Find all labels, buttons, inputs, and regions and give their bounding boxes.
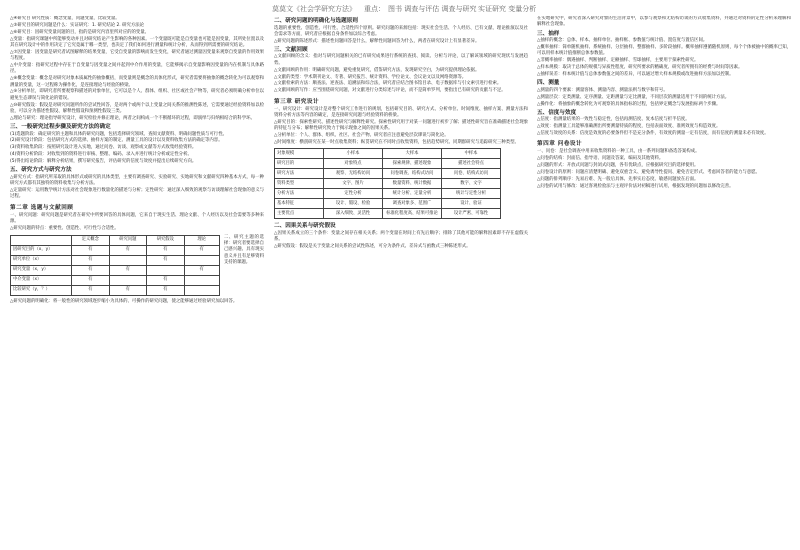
table-cell: 有: [109, 285, 147, 295]
section-heading: 五、研究方式与研究方法: [10, 167, 72, 174]
paragraph: △⑧概念变量：概念是对研究对象本质属性的抽象概括，而变量则是概念的具体化形式，研究者需要将抽象的概念转化为可以观察和测量的变量，这一过程称为操作化，是连接理论与经验的桥梁。: [10, 76, 264, 88]
paragraph: △中介变量：指研究过程中存在于自变量与因变量之间并起到中介作用的变量，它能够揭示自变量影响因变量的内在机制与具体路径。: [10, 63, 264, 75]
paragraph: △分析单位：个人、群体、组织、社区、社会产物。研究者应注意避免层次谬误与简化论。: [274, 133, 449, 139]
table-header-cell: 定义概念: [72, 235, 110, 245]
header-terms: 图书 调查与评估 调查与研究: [388, 5, 477, 13]
paragraph: △抽样误差：样本统计值与总体参数值之间的差异，可以通过增大样本规模或改进抽样方法加以控制。: [537, 71, 734, 77]
table-cell: 小样本: [324, 149, 383, 159]
paragraph: △研究目的：探索性研究、描述性研究与解释性研究。探索性研究用于对某一问题进行初步了解；描述性研究旨在准确描述社会现象的特征与分布；解释性研究致力于揭示现象之间的因果关系。: [274, 119, 528, 132]
table-cell: 有: [72, 265, 110, 275]
table-cell: 设计、假设、检验: [324, 199, 383, 209]
paragraph: △⑤研究目的研究问题是什么：实证研究：1. 研究结论 2. 研究方法论: [10, 22, 145, 28]
table-header-cell: 研究假设: [147, 235, 185, 245]
paragraph: △研究假设：假设是关于变量之间关系的尝试性陈述，可分为条件式、差异式与函数式三种陈述形式。: [274, 243, 471, 249]
paragraph: △研究问题的明确化：将一般性的研究领域逐步缩小为具体的、可操作的研究问题，使之能够通过经验研究加以回答。: [10, 298, 238, 304]
table-row: [275, 149, 501, 159]
table-row: [11, 265, 220, 275]
paragraph: △信度与效度的关系：信度是效度的必要条件但不是充分条件，有效度的测量一定有信度，而有信度的测量未必有效度。: [537, 131, 769, 137]
table-cell: 探索规律、描述现象: [383, 159, 442, 169]
paragraph: △研究问题的陈述形式：描述性问题回答是什么，解释性问题回答为什么，两者在研究设计上有显著差异。: [274, 38, 480, 44]
paragraph: 在实地研究中，研究者深入研究对象的生活背景中，以参与观察和无结构访谈的方式收集资料，并通过对资料的定性分析来理解和解释社会现象。: [537, 16, 791, 28]
paragraph: 一、问卷：是社会调查中用来收集资料的一种工具，由一系列问题和备选答案构成。: [537, 149, 700, 155]
table-cell: 标准化程度高、结果可推论: [383, 209, 442, 219]
paragraph: △⑦因变量：因变量是研究者试图解释的结果变量，它受自变量的影响而发生变化，研究者通过测量因变量来观察自变量的作用效果与程度。: [10, 49, 264, 62]
table-cell: 主要优点: [275, 209, 324, 219]
table-header-row: [11, 235, 220, 245]
paragraph: (3)资料收集阶段：按照研究设计进入实地，通过问卷、访谈、观察或文献等方式收集经验资料。: [10, 145, 197, 151]
paragraph: △效度：指测量工具能够准确测出所要测量特质的程度，包括表面效度、准则效度与构造效度。: [537, 124, 721, 130]
table-cell: 比较研究（y，？）: [11, 285, 72, 295]
table-cell: 有: [72, 255, 110, 265]
table-cell: 资料类型: [275, 179, 324, 189]
table-cell: 统计与定性分析: [442, 189, 501, 199]
table-row: [275, 159, 501, 169]
paragraph: △理论与研究：理论指导研究设计，研究检验并修正理论，两者之间构成一个不断循环的过程，即演绎与归纳相结合的科学环。: [10, 115, 255, 121]
section-heading: 三、一般研究过程步骤及研究方法的确定: [10, 124, 111, 131]
table-cell: 基本特征: [275, 199, 324, 209]
header-title: 莫莫文《社会学研究方法》: [272, 5, 356, 13]
table-cell: 描述社会特点: [442, 159, 501, 169]
page-header: [0, 3, 800, 15]
table-cell: 问卷调查、结构式访问: [383, 169, 442, 179]
header-tail: 实证研究 变量分析: [478, 5, 537, 13]
table-row: [11, 285, 220, 295]
table-cell: [184, 285, 219, 295]
table-cell: 有: [72, 285, 110, 295]
table-cell: 有: [147, 285, 185, 295]
section-heading: 第二章 选题与文献回顾: [10, 204, 74, 211]
table-cell: 有: [184, 265, 219, 275]
table-cell: [109, 255, 147, 265]
table-cell: 研究单位（x）: [11, 255, 72, 265]
section-heading: 四、测量: [537, 80, 560, 87]
table-cell: 观察、无结构访问: [324, 169, 383, 179]
paragraph: △抽样的概念：总体、样本、抽样单位、抽样框、参数值与统计值、置信度与置信区间。: [537, 38, 708, 44]
table-cell: 有: [147, 255, 185, 265]
paragraph: △非概率抽样：偶遇抽样、判断抽样、定额抽样、雪球抽样，主要用于探索性研究。: [537, 58, 699, 64]
paragraph: △问卷的结构：封面信、指导语、问题及答案、编码及其他资料。: [537, 156, 664, 162]
table-row: [275, 169, 501, 179]
section-heading: 五、信度与效度: [537, 109, 577, 116]
paragraph: △问卷的试用与修改：通过客观检验法与主观评价法对初稿进行试用，根据发现的问题加以修改完善。: [537, 183, 734, 189]
paragraph: △文献回顾的作用：明确研究问题，避免重复研究，借鉴研究方法，发现研究空白，为研究提供理论依据。: [274, 67, 480, 73]
column-2: [274, 16, 528, 546]
table-cell: 对象规模: [275, 149, 324, 159]
paragraph: △问卷设计的原则：问题应清楚明确、避免双重含义、避免诱导性提问、避免否定形式、考虑回答者的能力与意愿。: [537, 170, 760, 176]
table-cell: 设计严密、可靠性: [442, 209, 501, 219]
paragraph: △信度：指测量结果的一致性与稳定性，包括再测信度、复本信度与折半信度。: [537, 117, 690, 123]
table-cell: 深入细致、灵活性: [324, 209, 383, 219]
paragraph: △操作化：将抽象的概念转化为可观察的具体指标的过程，包括界定概念与发展指标两个步骤。: [537, 101, 721, 107]
table-cell: 有: [147, 275, 185, 285]
paragraph: △测量的四个要素：测量客体、测量内容、测量法则与数字和符号。: [537, 87, 668, 93]
paragraph: △研究方式：指研究所采取的具体形式或研究的具体类型，主要有调查研究、实验研究、实地研究和文献研究四种基本方式，每一种研究方式都有其独特的资料收集与分析方法。: [10, 174, 264, 187]
table-cell: 中样本: [442, 149, 501, 159]
table-cell: [147, 265, 185, 275]
section-heading: 三、文献回顾: [274, 46, 308, 53]
table-cell: 有: [72, 275, 110, 285]
paragraph: △概率抽样：简单随机抽样、系统抽样、分层抽样、整群抽样、多阶段抽样。概率抽样遵循随机原则，每个个体被抽中的概率已知，可以用样本统计值推断总体参数值。: [537, 44, 791, 57]
table-cell: 研究方法: [275, 169, 324, 179]
table-cell: 数量资料、统计数据: [383, 179, 442, 189]
section-heading: 二、因果关系与研究假设: [274, 223, 336, 230]
table-cell: 有: [147, 245, 185, 255]
header-topics: 重点：: [364, 5, 385, 13]
table-cell: 统计分析、定量分析: [383, 189, 442, 199]
section-heading: 三、抽样: [537, 30, 560, 37]
paragraph: △因果关系成立的三个条件：变量之间存在相关关系；两个变量在时间上有先后顺序；排除了其他可能的解释因素即不存在虚假关系。: [274, 230, 528, 242]
table-cell: 设计、验证: [442, 199, 501, 209]
table-cell: 中介变量（x）: [11, 275, 72, 285]
table-cell: 因研究目的（x，y）: [11, 245, 72, 255]
table-cell: 对象特点: [324, 159, 383, 169]
section-heading: 二、研究问题的明确化与选题原则: [274, 18, 358, 24]
paragraph: △样本规模：取决于总体的规模与异质性程度、研究所要求的精确度、研究者所拥有的经费与时间等因素。: [537, 65, 743, 71]
paragraph: △定量研究：运用数学统计方法对社会现象进行数量化的描述与分析；定性研究：通过深入细致的观察与访谈理解社会现象的意义与过程。: [10, 188, 264, 200]
paragraph: △④研究目 研究性质：概念变量，问题变量，比较变量。: [10, 16, 120, 21]
table-cell: [184, 275, 219, 285]
table-cell: 有: [109, 265, 147, 275]
table-cell: 调查对象多、范围广: [383, 199, 442, 209]
table-header-cell: 研究问题: [109, 235, 147, 245]
paragraph: △⑥研究目：因研究变量问题的目，指的是研究内容里所对应的的变量。: [10, 29, 150, 35]
paragraph: (5)得出结论阶段：解释分析结果，撰写研究报告，评估研究的信度与效度并提出后续研究方向。: [10, 159, 197, 165]
paragraph: △文献检索的方法：顺查法、逆查法、追溯法和综合法，研究者应结合图书馆目录、电子数据库与引文索引进行检索。: [274, 81, 502, 87]
table-cell: 分析方法: [275, 189, 324, 199]
section-heading: 第四章 问卷设计: [537, 141, 583, 148]
table-row: [275, 189, 501, 199]
table-cell: 文字、图片: [324, 179, 383, 189]
paragraph: 一、研究设计：研究设计是对整个研究工作进行的规划，包括研究目的、研究方式、分析单位、时间维度、抽样方案、测量方法和资料分析方法等内容的确定，是连接研究问题与经验资料的桥梁。: [274, 106, 528, 118]
column-1: [10, 16, 264, 546]
paragraph: △文献回顾的含义：指对与研究问题相关的已有研究成果进行系统的查找、阅读、分析与评论，以了解该领域的研究现状与发展趋势。: [274, 54, 528, 66]
section-heading: 第三章 研究设计: [274, 98, 320, 105]
paragraph: △时间维度：横剖研究在某一时点收集资料；纵贯研究在不同时点收集资料，包括趋势研究、同期群研究与追踪研究三种类型。: [274, 139, 519, 145]
table-header-cell: 理论: [184, 235, 219, 245]
table-cell: 有: [72, 245, 110, 255]
table-cell: 研究变量（x，y）: [11, 265, 72, 275]
table-cell: 有: [109, 245, 147, 255]
table-cell: [109, 275, 147, 285]
paragraph: △⑨分析单位，即研究者所要观察和描述的对象单位，它可以是个人、群体、组织、社区或社会产物等，研究者必须明确分析单位以避免生态谬误与简化论的错误。: [10, 89, 264, 101]
table-cell: 研究目的: [275, 159, 324, 169]
table-row: [275, 209, 501, 219]
paragraph: △⑩研究假设：假设是对研究问题所作的尝试性回答，是对两个或两个以上变量之间关系的推测性陈述，它需要通过经验资料加以检验，可以分为描述性假设、解释性假设和预测性假设三类。: [10, 102, 264, 114]
table-cell: 数字、文字: [442, 179, 501, 189]
column-3: [537, 16, 791, 546]
paragraph: △文献的类型：学术期刊论文、专著、研究报告、统计资料、学位论文、会议论文以及网络资源等。: [274, 74, 467, 80]
table-cell: 有: [184, 245, 219, 255]
table-row: [11, 255, 220, 265]
concept-table: [10, 235, 220, 296]
table-row: [11, 245, 220, 255]
side-note: 二、研究主题的选择：研究者要选择自己感兴趣、具有现实意义并且有足够资料支持的课题。: [223, 234, 264, 265]
table-cell: [184, 255, 219, 265]
table-cell: 定性分析: [324, 189, 383, 199]
paragraph: (4)资料分析阶段：对收集到的资料进行审核、整理、编码、录入并进行统计分析或定性分析。: [10, 152, 192, 158]
table-cell: 问卷、结构式访问: [442, 169, 501, 179]
paragraph: △问题的排列顺序：先易后难、先一般后具体、先事实后态度、敏感问题放在后面。: [537, 176, 699, 182]
table-cell: 大样本: [383, 149, 442, 159]
table-row: [11, 275, 220, 285]
paragraph: 一、研究问题：研究问题是研究者在研究中所要回答的具体问题，它来自于现实生活、理论文献、个人经历以及社会需要等多种来源。: [10, 212, 264, 225]
table-header-cell: [11, 235, 72, 245]
paragraph: △问题的形式：开放式问题与封闭式问题，各有优缺点，应根据研究目的选择使用。: [537, 163, 699, 169]
paragraph: (2)研究设计阶段：包括研究方式的选择、抽样方案的制定、测量工具的设计以及资料收集方法的确定等内容。: [10, 138, 223, 144]
comparison-table: [274, 148, 501, 219]
table-row: [275, 199, 501, 209]
paragraph: △测量层次：定类测量、定序测量、定距测量与定比测量，不同层次的测量适用于不同的统计方法。: [537, 94, 730, 100]
paragraph: △研究问题的特点：重要性、创造性、可行性与合适性。: [10, 225, 119, 231]
paragraph: △文献回顾的写作：应当围绕研究问题，对文献进行分类综述与评论，而不是简单罗列，要指出已有研究的贡献与不足。: [274, 88, 506, 94]
paragraph: △变量：指研究课题中所能够变动并且对研究结论产生影响的各种因素。一个变量既可能是自变量也可能是因变量，其所处位置以及其在研究设计中的作用决定了它究竟属于哪一类型，也决定了我们如何进行测量和统计分析，从而得到所需要的研究结论。: [10, 36, 264, 48]
paragraph: 选题的重要性、创造性、可行性、合适性四个原则。研究问题的来源包括：现实社会生活、个人经历、已有文献、理论推演以及社会需求等方面，研究者应根据自身条件加以综合考虑。: [274, 25, 528, 37]
table-row: [275, 179, 501, 189]
paragraph: (1)选题阶段：确定研究的主题和具体的研究问题，包括选择研究领域、查阅文献资料、明确问题性质与可行性。: [10, 131, 227, 137]
